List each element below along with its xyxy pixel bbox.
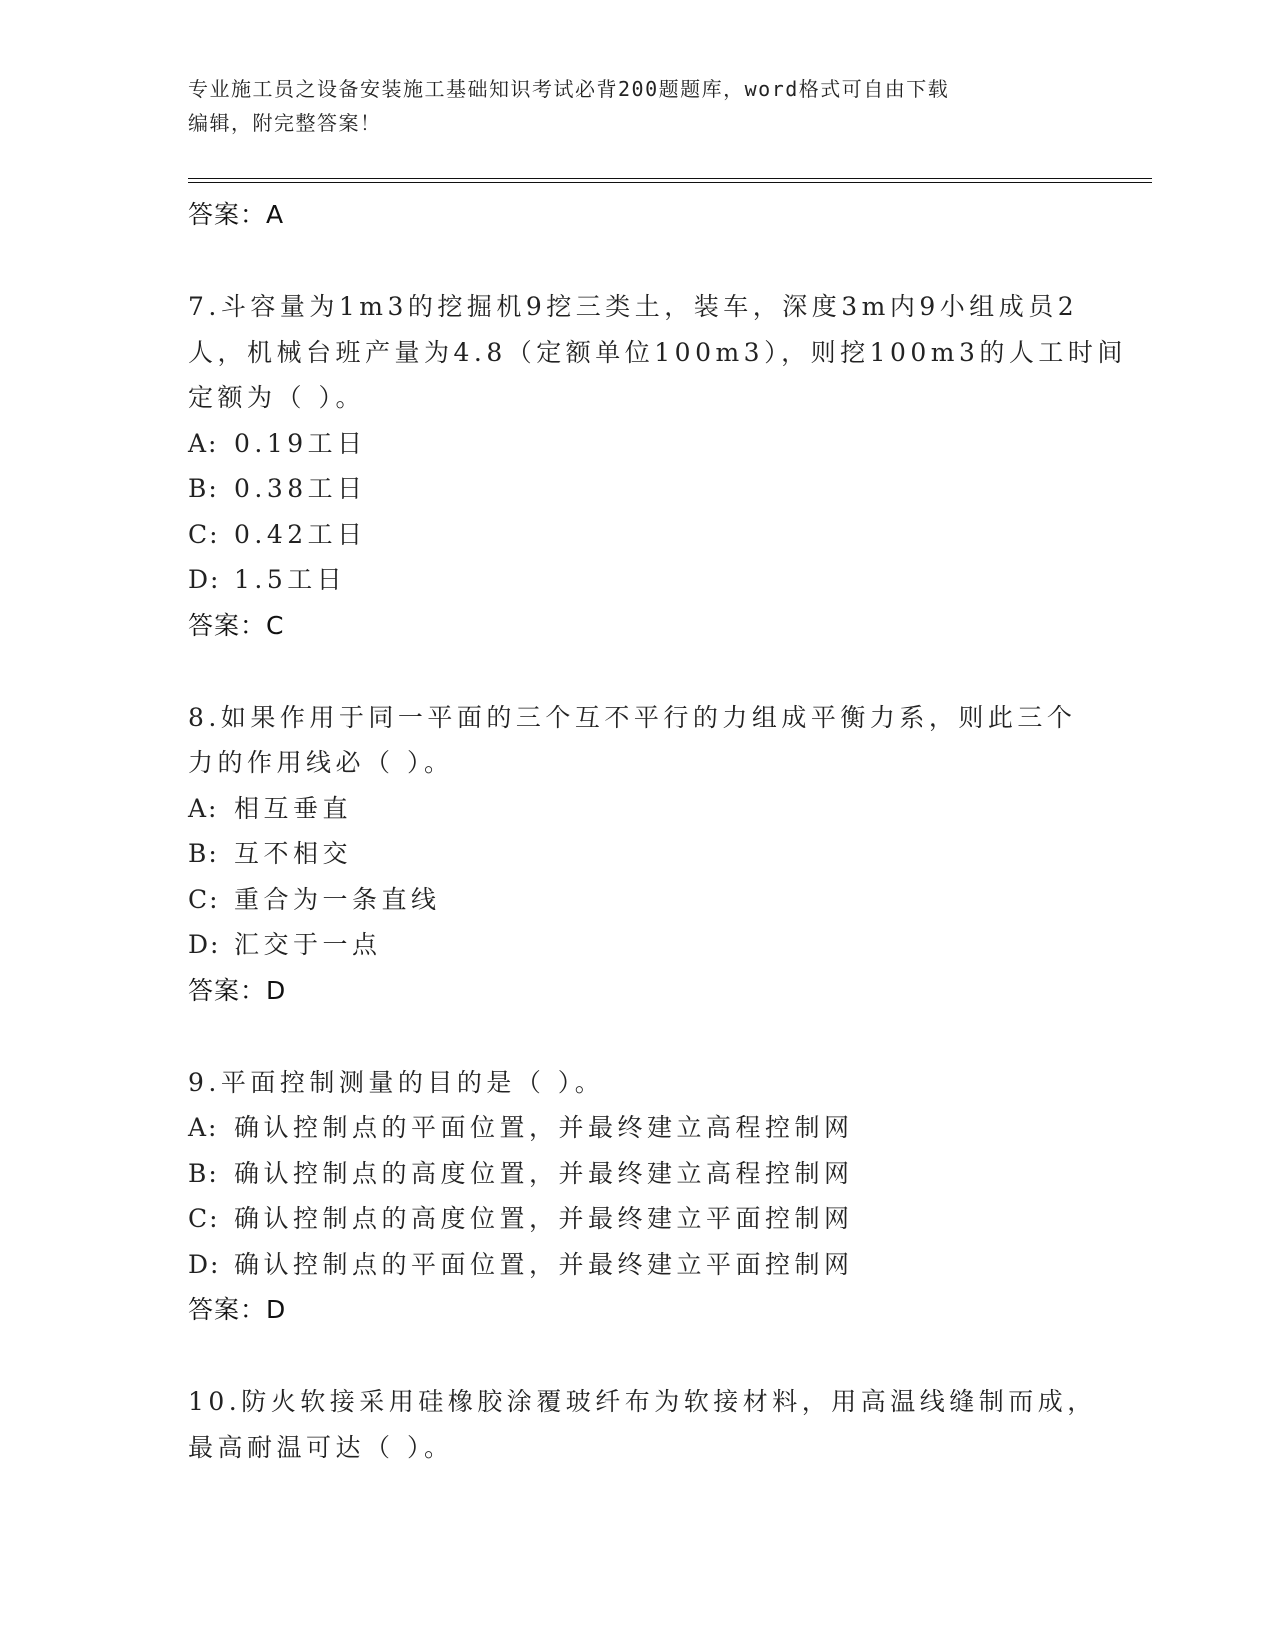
answer-label: 答案：D <box>188 1295 287 1324</box>
answer-label: 答案：C <box>188 610 285 640</box>
answer-label: 答案：D <box>188 975 287 1005</box>
option-text: 汇交于一点 <box>234 930 382 959</box>
question-10 <box>188 1379 1097 1470</box>
question-text-line: 10.防火软接采用硅橡胶涂覆玻纤布为软接材料，用高温线缝制而成， <box>188 1387 1097 1416</box>
question-text-line: 人，机械台班产量为4.8（定额单位100m3），则挖100m3的人工时间 <box>188 337 1127 367</box>
question-list <box>188 192 1127 1470</box>
header-divider <box>188 178 1152 183</box>
option-letter: A: <box>188 793 219 823</box>
option-letter: D: <box>188 565 221 594</box>
option-letter: D: <box>188 930 221 959</box>
option-d <box>188 557 1088 603</box>
option-a <box>188 421 1088 467</box>
option-letter: B: <box>188 474 219 503</box>
option-a <box>188 786 1088 832</box>
option-letter: C: <box>188 884 220 914</box>
option-d <box>188 1242 1088 1288</box>
document-header <box>188 72 1088 140</box>
option-text: 确认控制点的平面位置，并最终建立高程控制网 <box>234 1113 854 1142</box>
question-text-line: 最高耐温可达（ ）。 <box>188 1432 454 1462</box>
option-text: 0.42工日 <box>234 519 367 549</box>
option-text: 确认控制点的高度位置，并最终建立平面控制网 <box>234 1204 854 1233</box>
option-b <box>188 1151 1088 1197</box>
question-text-line: 8.如果作用于同一平面的三个互不平行的力组成平衡力系，则此三个 <box>188 702 1077 732</box>
option-text: 重合为一条直线 <box>234 884 441 914</box>
question-text-line: 9.平面控制测量的目的是（ ）。 <box>188 1067 605 1097</box>
option-letter: B: <box>188 839 219 868</box>
question-text-line: 力的作用线必（ ）。 <box>188 748 454 777</box>
option-letter: A: <box>188 428 219 458</box>
answer-label: 答案：A <box>188 200 285 229</box>
option-text: 确认控制点的高度位置，并最终建立高程控制网 <box>234 1158 854 1188</box>
option-c <box>188 877 1088 923</box>
option-b <box>188 831 1088 877</box>
option-text: 确认控制点的平面位置，并最终建立平面控制网 <box>234 1249 854 1279</box>
header-line-2: 编辑，附完整答案！ <box>188 111 382 135</box>
option-c <box>188 1196 1088 1242</box>
option-letter: D: <box>188 1249 221 1279</box>
option-text: 1.5工日 <box>234 565 347 594</box>
question-text-line: 定额为（ ）。 <box>188 383 365 412</box>
option-a <box>188 1105 1088 1151</box>
option-letter: C: <box>188 519 220 549</box>
question-7 <box>188 284 1127 648</box>
question-8 <box>188 695 1088 1013</box>
option-text: 0.38工日 <box>234 474 367 503</box>
option-letter: A: <box>188 1113 219 1142</box>
option-text: 互不相交 <box>234 839 353 868</box>
option-letter: B: <box>188 1158 219 1188</box>
option-letter: C: <box>188 1204 220 1233</box>
option-c <box>188 512 1088 558</box>
question-text-line: 7.斗容量为1m3的挖掘机9挖三类土，装车，深度3m内9小组成员2 <box>188 292 1079 321</box>
option-d <box>188 922 1088 968</box>
header-line-1: 专业施工员之设备安装施工基础知识考试必背200题题库，word格式可自由下载 <box>188 77 950 101</box>
option-b <box>188 466 1088 512</box>
option-text: 0.19工日 <box>234 428 367 458</box>
question-9 <box>188 1060 1088 1333</box>
option-text: 相互垂直 <box>234 793 353 823</box>
